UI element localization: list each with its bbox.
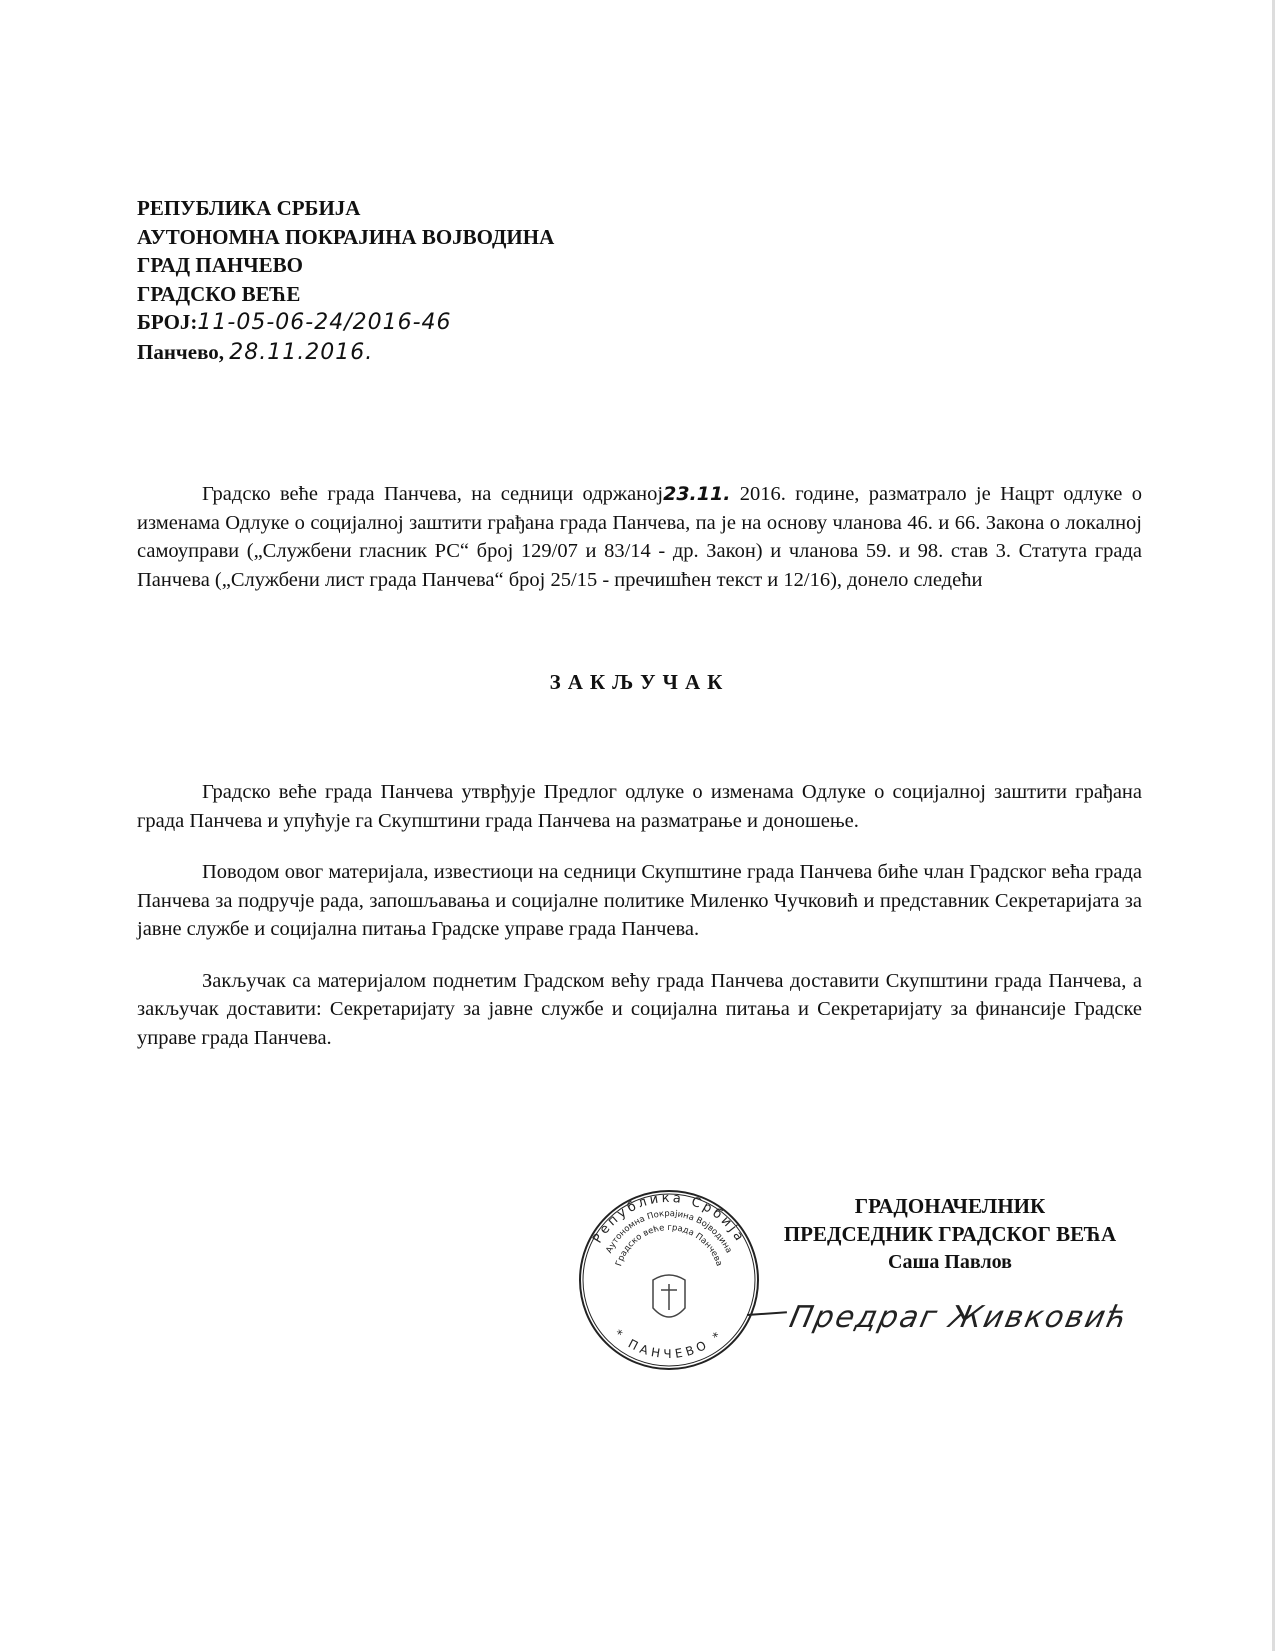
header-line-city: ГРАД ПАНЧЕВО	[137, 253, 303, 277]
header-line-council: ГРАДСКО ВЕЋЕ	[137, 281, 301, 306]
header-line-province: АУТОНОМНА ПОКРАЈИНА ВОЈВОДИНА	[137, 224, 555, 249]
intro-paragraph	[137, 480, 1142, 594]
signature-area	[137, 1192, 1142, 1412]
stamp-inner-text: Градско веће града Панчева	[614, 1222, 724, 1268]
official-stamp	[577, 1188, 761, 1372]
stamp-middle-text: Аутономна Покрајина Војводина	[604, 1208, 734, 1255]
stamp-outer-text: Република Србија	[590, 1190, 748, 1247]
coat-of-arms-icon	[653, 1275, 685, 1317]
conclusion-paragraph-2: Поводом овог материјала, известиоци на седници Скупштине града Панчева биће члан Градског већа града Панчева за подручје рада, запошљавања и социјалне политике Миленко Чучковић и представник Секретаријата за јавне службе и социјална питања Градске управе града Панчева.	[137, 861, 1142, 940]
document-header	[137, 194, 554, 367]
session-date: 23.11.	[663, 483, 731, 505]
signature-block	[740, 1192, 1160, 1276]
signatory-title-president: ПРЕДСЕДНИК ГРАДСКОГ ВЕЋА	[783, 1222, 1117, 1246]
conclusion-paragraph-3: Закључак са материјалом поднетим Градском већу града Панчева доставити Скупштини града Панчева, а закључак доставити: Секретаријату за јавне службе и социјална питања и Секретаријату за финансије Градске управе града Панчева.	[137, 969, 1142, 1049]
intro-text-2: 2016. године, разматрало је Нацрт одлуке о изменама Одлуке о социјалној заштити грађана града Панчева, па је на основу чланова 46. и 66. Закона о локалној самоуправи („Службени гласник РС“ број 129/07 и 83/14 - др. Закон) и чланова 59. и 98. став 3. Статута града Панчева („Службени лист града Панчева“ број 25/15 - пречишћен текст и 12/16), донело следећи	[137, 483, 1142, 591]
intro-text-1: Градско веће града Панчева, на седници одржаној	[202, 483, 664, 505]
stamp-bottom-text: * ПАНЧЕВО *	[611, 1326, 727, 1362]
conclusion-paragraph-1: Градско веће града Панчева утврђује Предлог одлуке о изменама Одлуке о социјалној заштити грађана града Панчева и упућује га Скупштини града Панчева на разматрање и доношење.	[137, 781, 1142, 832]
document-body	[137, 480, 1142, 1412]
number-value: 11-05-06-24/2016-46	[197, 310, 452, 335]
document-number	[137, 308, 554, 338]
number-label: БРОЈ:	[137, 310, 198, 334]
handwritten-signature: Предраг Живковић	[786, 1300, 1133, 1335]
date-value: 28.11.2016.	[229, 339, 374, 365]
place-label: Панчево,	[137, 339, 225, 364]
header-line-republic: РЕПУБЛИКА СРБИЈА	[137, 196, 361, 220]
document-title: ЗАКЉУЧАК	[549, 670, 730, 694]
signatory-name: Саша Павлов	[888, 1251, 1012, 1273]
signatory-title-mayor: ГРАДОНАЧЕЛНИК	[854, 1194, 1046, 1218]
document-date	[137, 338, 554, 368]
